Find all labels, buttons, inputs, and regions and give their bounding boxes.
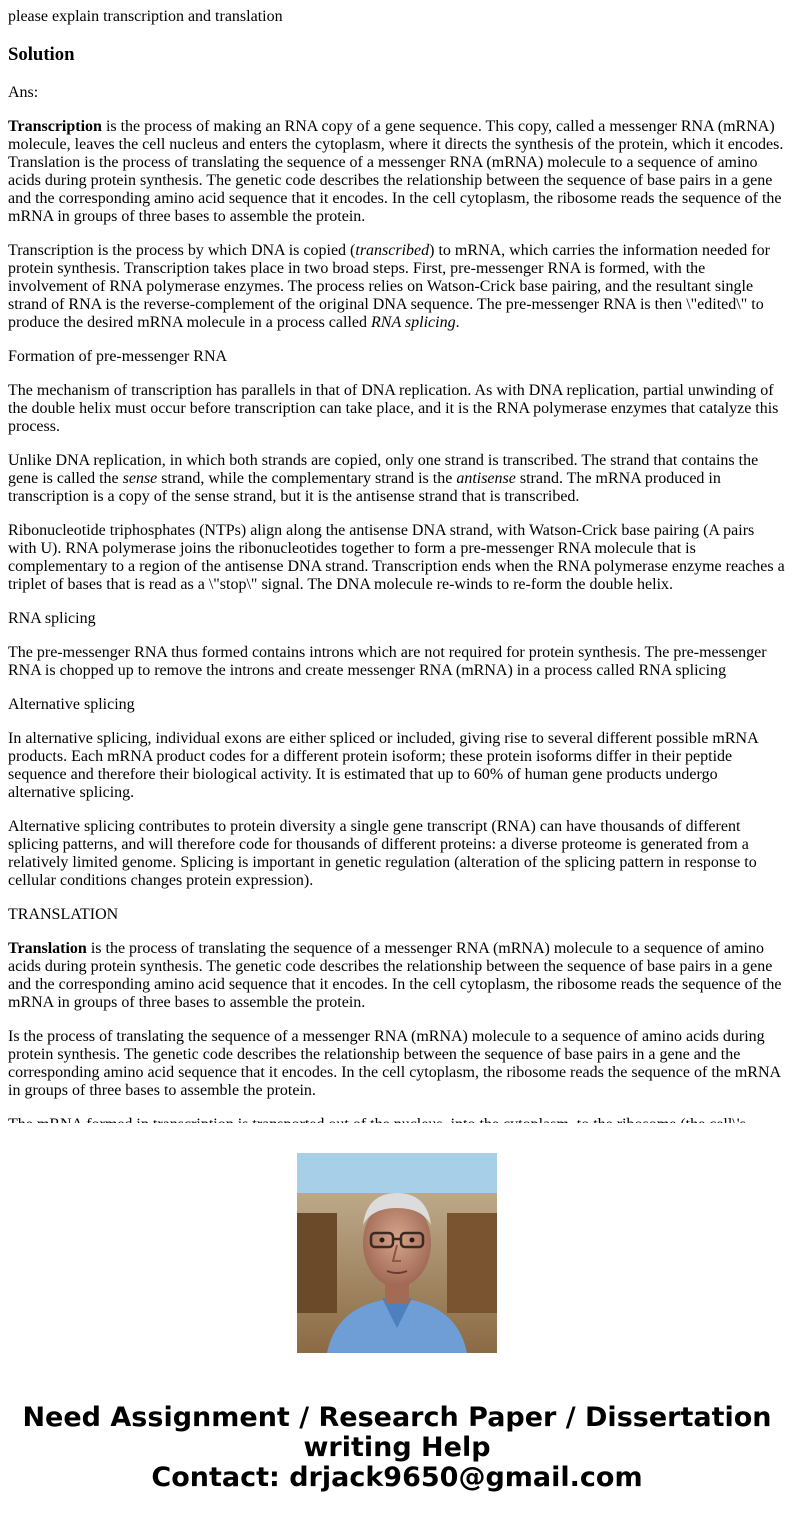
section-heading: TRANSLATION	[8, 906, 119, 923]
paragraph-ntps: Ribonucleotide triphosphates (NTPs) align along the antisense DNA strand, with Watson-Crick base pairing (A pairs with U). RNA polymerase joins the ribonucleotides together to form a pre-messenger RNA molecule that is complementary to a region of the antisense DNA strand. Transcription ends when the RNA polymerase enzyme reaches a triplet of bases that is read as a \"stop\" signal. The DNA molecule re-winds to re-form the double helix.	[8, 522, 785, 593]
term-translation: Translation	[8, 940, 87, 957]
paragraph-transcription-process	[8, 242, 786, 332]
term-transcription: Transcription	[8, 118, 102, 135]
paragraph-translation-intro	[8, 940, 786, 1012]
paragraph-translation-process: Is the process of translating the sequence of a messenger RNA (mRNA) molecule to a sequence of amino acids during protein synthesis. The genetic code describes the relationship between the sequence of base pairs in a gene and the corresponding amino acid sequence that it encodes. In the cell cytoplasm, the ribosome reads the sequence of the mRNA in groups of three bases to assemble the protein.	[8, 1028, 781, 1099]
italic-term: RNA splicing	[371, 314, 456, 331]
paragraph-text: is the process of making an RNA copy of a gene sequence. This copy, called a messenger RNA (mRNA) molecule, leaves the cell nucleus and enters the cytoplasm, where it directs the synthesis of the protein, which it encodes. Translation is the process of translating the sequence of a messenger RNA (mRNA) molecule to a sequence of amino acids during protein synthesis. The genetic code describes the relationship between the sequence of base pairs in a gene and the corresponding amino acid sequence that it encodes. In the cell cytoplasm, the ribosome reads the sequence of the mRNA in groups of three bases to assemble the protein.	[8, 118, 784, 225]
paragraph-protein-diversity: Alternative splicing contributes to protein diversity a single gene transcript (RNA) can have thousands of different splicing patterns, and will therefore code for thousands of different proteins: a diverse proteome is generated from a relatively limited genome. Splicing is important in genetic regulation (alteration of the splicing pattern in response to cellular conditions changes protein expression).	[8, 818, 757, 889]
section-heading: Formation of pre-messenger RNA	[8, 348, 228, 365]
promo-line: writing Help	[303, 1432, 491, 1463]
promo-contact: Contact: drjack9650@gmail.com	[151, 1462, 643, 1493]
paragraph-text: strand, while the complementary strand is the	[157, 470, 457, 487]
paragraph-text: is the process of translating the sequence of a messenger RNA (mRNA) molecule to a sequence of amino acids during protein synthesis. The genetic code describes the relationship between the sequence of base pairs in a gene and the corresponding amino acid sequence that it encodes. In the cell cytoplasm, the ribosome reads the sequence of the mRNA in groups of three bases to assemble the protein.	[8, 940, 782, 1011]
answer-content	[8, 8, 786, 1123]
paragraph-text: Unlike DNA replication, in which both strands are copied, only one strand is transcribed. The strand that contains the gene is called the	[8, 452, 759, 487]
question-text: please explain transcription and translation	[8, 8, 283, 25]
italic-term: antisense	[456, 470, 516, 487]
section-heading: Alternative splicing	[8, 696, 135, 713]
solution-heading: Solution	[8, 44, 75, 65]
paragraph-text: strand. The mRNA produced in transcription is a copy of the sense strand, but it is the antisense strand that is transcribed.	[8, 470, 721, 505]
paragraph-text: ) to mRNA, which carries the information needed for protein synthesis. Transcription takes place in two broad steps. First, pre-messenger RNA is formed, with the involvement of RNA polymerase enzymes. The process relies on Watson-Crick base pairing, and the resultant single strand of RNA is the reverse-complement of the original DNA sequence. The pre-messenger RNA is then \"edited\" to produce the desired mRNA molecule in a process called	[8, 242, 770, 331]
paragraph-text: .	[455, 314, 460, 331]
promo-footer	[0, 1123, 794, 1523]
paragraph-mechanism: The mechanism of transcription has parallels in that of DNA replication. As with DNA replication, partial unwinding of the double helix must occur before transcription can take place, and it is the RNA polymerase enzymes that catalyze this process.	[8, 382, 779, 435]
paragraph-text: Transcription is the process by which DNA is copied (	[8, 242, 356, 259]
avatar-portrait	[297, 1153, 497, 1353]
italic-term: transcribed	[355, 242, 430, 259]
paragraph-rna-splicing: The pre-messenger RNA thus formed contains introns which are not required for protein synthesis. The pre-messenger RNA is chopped up to remove the introns and create messenger RNA (mRNA) in a process called RNA splicing	[8, 644, 767, 679]
answer-label: Ans:	[8, 84, 39, 101]
avatar	[297, 1153, 497, 1353]
paragraph-strands	[8, 452, 786, 506]
promo-line: Need Assignment / Research Paper / Dissertation	[22, 1402, 772, 1433]
promo-text	[0, 1403, 794, 1493]
paragraph-transcription-intro	[8, 118, 786, 226]
section-heading: RNA splicing	[8, 610, 96, 627]
paragraph-alternative-splicing: In alternative splicing, individual exons are either spliced or included, giving rise to several different possible mRNA products. Each mRNA product codes for a different protein isoform; these protein isoforms differ in their peptide sequence and therefore their biological activity. It is estimated that up to 60% of human gene products undergo alternative splicing.	[8, 730, 758, 801]
italic-term: sense	[122, 470, 158, 487]
